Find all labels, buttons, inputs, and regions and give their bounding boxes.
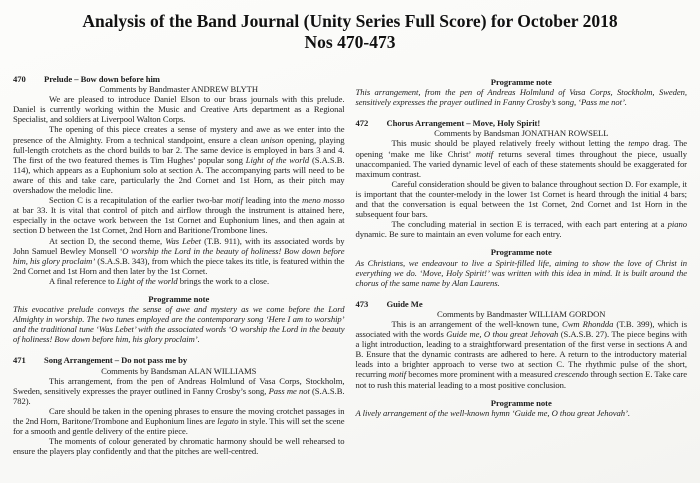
entry-block: [13, 74, 345, 286]
italic-text-run: ‘O worship the Lord in the beauty of holiness! Bow down before him, his glory proclaim’: [13, 245, 345, 266]
text-run: through section E. Take care not to rush this material leading to a most positive conclusion.: [355, 369, 687, 390]
entry-title: Guide Me: [386, 298, 423, 309]
text-run: drag. The opening ‘make me like Christ’: [355, 138, 687, 159]
programme-note-label: Programme note: [490, 247, 552, 258]
italic-text-run: Light of the world: [116, 275, 178, 286]
italic-text-run: Pass me not: [268, 385, 310, 396]
text-run: The concluding material in section E is terraced, with each part entering at a: [391, 219, 668, 230]
text-run: This music should be played relatively freely without letting the: [391, 138, 629, 149]
italic-text-run: unison: [260, 134, 284, 145]
entry-number: 471: [13, 355, 26, 366]
programme-note-block: [356, 247, 688, 287]
entry-block: [356, 299, 688, 390]
text-run: opening, playing full-length crotchets as the chord builds to bar 2. The same device is employed in bars 3 and 4. The first of the two featured themes is Tim Hughes’ popular song: [13, 134, 345, 165]
document-title-line1: Analysis of the Band Journal (Unity Series Full Score) for October 2018: [82, 11, 618, 31]
entry-byline: Comments by Bandsman JONATHAN ROWSELL: [434, 128, 609, 139]
text-run: This is an arrangement of the well-known tune,: [391, 318, 563, 329]
entry-block: [356, 118, 688, 239]
italic-text-run: crescendo: [554, 369, 589, 380]
entry-paragraph: [13, 236, 345, 276]
entry-paragraph: [356, 138, 688, 178]
entry-paragraph: [13, 276, 345, 286]
entry-number: 470: [13, 74, 26, 84]
programme-note-label: Programme note: [490, 397, 552, 408]
programme-note-block: [13, 294, 345, 344]
entry-byline: Comments by Bandmaster ANDREW BLYTH: [99, 84, 259, 95]
text-run: (T.B. 911), with its associated words by John Samuel Bewley Monsell: [13, 235, 345, 256]
entry-paragraph: We are pleased to introduce Daniel Elson to our brass journals with this prelude. Daniel is currently working within the Music and Creative Arts department as a Regional Specialist, and soldiers at Liverpool Walton Corps.: [13, 94, 345, 125]
entry-paragraph: [356, 319, 688, 390]
text-run: becomes more prominent with a measured: [406, 369, 555, 380]
entry-number: 472: [355, 118, 369, 129]
text-run: brings the work to a close.: [177, 275, 270, 286]
text-run: (S.A.S.B. 114), which appears as a Euphonium solo at section A. The accompanying parts will need to be aware of this and take care, particularly the 2nd Cornet and 1st Horn, as their pitch may overshadow the melodic line.: [13, 154, 345, 196]
italic-text-run: Cwm Rhondda: [562, 318, 614, 329]
entry-header: [356, 299, 688, 309]
programme-note-label: Programme note: [148, 293, 210, 304]
entry-paragraph: [356, 219, 688, 239]
text-run: returns several times throughout the piece, usually unaccompanied. The varied dynamic level of each of these statements should be exaggerated for maximum contrast.: [355, 148, 687, 179]
text-run: The opening of this piece creates a sense of mystery and awe as we enter into the presence of the Almighty. From a technical standpoint, ensure a clean: [13, 124, 345, 145]
italic-text-run: motif: [388, 369, 407, 380]
entry-header: [13, 74, 345, 84]
programme-note-paragraph: This evocative prelude conveys the sense of awe and mystery as we come before the Lord Almighty in worship. The two tunes employed are the contemporary song ‘Here I am to worship’ and the traditional tune ‘Was Lebet’ with the associated words ‘O worship the Lord in the beauty of holiness! Bow down before him, his glory proclaim’.: [13, 304, 345, 345]
text-run: (T.B. 399), which is associated with the words: [355, 318, 687, 340]
programme-note-block: [356, 398, 688, 418]
entry-paragraph: Careful consideration should be given to balance throughout section D. For example, it is important that the counter-melody in the lower 1st Cornet is heard through the initial 4 bars; and that the conversation is equal between the 1st Cornet, 2nd Cornet and 1st Horn in the subsequent four bars.: [355, 178, 687, 220]
programme-note-label: Programme note: [490, 77, 552, 87]
text-run: This arrangement, from the pen of Andreas Holmlund of Vasa Corps, Stockholm, Sweden, sensitively expresses the prayer outlined in Fanny Crosby’s song,: [13, 375, 345, 396]
text-run: dynamic. Be sure to maintain an even volume for each entry.: [355, 229, 562, 240]
italic-text-run: Was Lebet: [165, 235, 202, 246]
programme-note-paragraph: As Christians, we endeavour to live a Spirit-filled life, aiming to show the love of Christ in everything we do. ‘Move, Holy Spirit!’ was written with this idea in mind. It is built around the chorus of the same name by Alan Laurens.: [355, 257, 687, 288]
entry-paragraph: [13, 376, 345, 406]
italic-text-run: meno mosso: [302, 195, 345, 206]
text-run: A final reference to: [49, 275, 117, 286]
italic-text-run: Light of the world: [245, 154, 310, 165]
entry-title: Prelude – Bow down before him: [44, 74, 160, 84]
text-run: Care should be taken in the opening phrases to ensure the moving crotchet passages in the 2nd Horn, Baritone/Trombone and Euphonium lines are: [13, 405, 345, 426]
entry-paragraph: The moments of colour generated by chromatic harmony should be well rehearsed to ensure the players play confidently and that the pitches are well-centred.: [13, 436, 345, 457]
entry-header: [356, 118, 688, 128]
entry-paragraph: [13, 124, 345, 195]
entry-title: Chorus Arrangement – Move, Holy Spirit!: [386, 118, 541, 129]
italic-text-run: motif: [475, 148, 494, 159]
right-column: [356, 74, 688, 456]
italic-text-run: piano: [667, 219, 687, 230]
text-run: at bar 33. It is vital that control of pitch and airflow through the instrument is attained here, especially in the octave work between the 1st Cornet and Euphonium lines, and then again at section D between the 1st Cornet, 2nd Horn and Baritione/Trombone lines.: [13, 205, 345, 236]
entry-block: [13, 355, 345, 456]
left-column: [13, 74, 345, 456]
text-run: (S.A.S.B. 343), from which the piece takes its title, is featured within the 2nd Cornet and 1st Horn and then later by the 1st Cornet.: [13, 255, 345, 276]
programme-note-block: [356, 77, 688, 107]
entry-number: 473: [355, 298, 369, 309]
italic-text-run: legato: [217, 416, 239, 426]
entry-byline: Comments by Bandsman ALAN WILLIAMS: [101, 365, 257, 376]
document-title-line2: Nos 470-473: [304, 32, 396, 52]
italic-text-run: tempo: [628, 138, 650, 149]
text-run: in style. This will set the scene for a smooth and gentle delivery of the entire piece.: [13, 416, 345, 437]
entry-paragraph: [13, 195, 345, 235]
entry-paragraph: [13, 406, 345, 436]
entry-title: Song Arrangement – Do not pass me by: [44, 355, 188, 366]
programme-note-paragraph: This arrangement, from the pen of Andreas Holmlund of Vasa Corps, Stockholm, Sweden, sensitively expresses the prayer outlined in Fanny Crosby’s song, ‘Pass me not’.: [355, 87, 687, 108]
two-column-body: [0, 74, 700, 456]
programme-note-paragraph: A lively arrangement of the well-known hymn ‘Guide me, O thou great Jehovah’.: [355, 407, 630, 418]
entry-header: [13, 355, 345, 365]
text-run: Section C is a recapitulation of the earlier two-bar: [49, 195, 226, 206]
text-run: leading into the: [242, 195, 303, 206]
text-run: At section D, the second theme,: [49, 235, 166, 246]
text-run: (S.A.S.B. 782).: [13, 385, 345, 406]
document-title: [0, 0, 700, 53]
text-run: (S.A.S.B. 27). The piece begins with a light introduction, leading to a straightforward presentation of the first verse in sections A and B. Ensure that the dynamic contrasts are adhered to here. A return to the introductory material leads into a brighter approach to verse two at section C. The rhythmic pulse of the short, recurring: [355, 329, 687, 380]
entry-byline: Comments by Bandmaster WILLIAM GORDON: [437, 308, 606, 319]
italic-text-run: Guide me, O thou great Jehovah: [446, 329, 559, 340]
italic-text-run: motif: [225, 195, 243, 206]
